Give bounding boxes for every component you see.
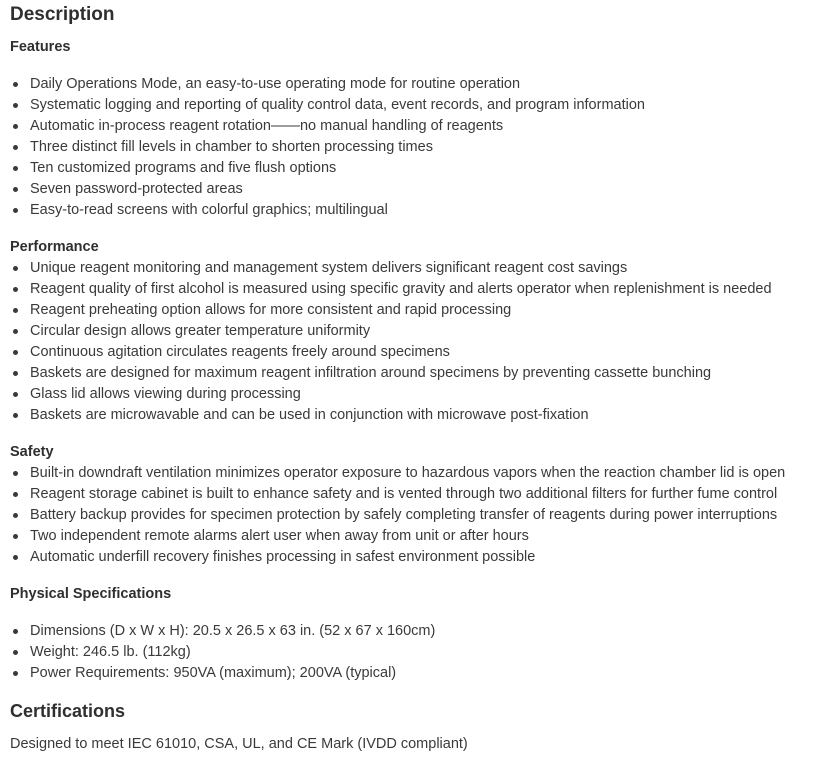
certifications-title: Certifications (10, 701, 126, 721)
list-item: Three distinct fill levels in chamber to shorten processing times (10, 137, 814, 158)
list-item: Easy-to-read screens with colorful graphics; multilingual (10, 200, 814, 221)
safety-heading: Safety (10, 444, 54, 460)
list-item: Seven password-protected areas (10, 179, 814, 200)
list-item: Daily Operations Mode, an easy-to-use operating mode for routine operation (10, 74, 814, 95)
list-item: Unique reagent monitoring and management system delivers significant reagent cost savings (10, 258, 814, 279)
certifications-text: Designed to meet IEC 61010, CSA, UL, and CE Mark (IVDD compliant) (10, 736, 468, 752)
list-item: Reagent quality of first alcohol is measured using specific gravity and alerts operator when replenishment is needed (10, 279, 814, 300)
physical-specs-heading: Physical Specifications (10, 586, 172, 602)
list-item: Two independent remote alarms alert user when away from unit or after hours (10, 526, 814, 547)
list-item: Automatic in-process reagent rotation——no manual handling of reagents (10, 116, 814, 137)
performance-list (10, 258, 814, 426)
list-item: Reagent storage cabinet is built to enhance safety and is vented through two additional filters for further fume control (10, 484, 814, 505)
list-item: Dimensions (D x W x H): 20.5 x 26.5 x 63 in. (52 x 67 x 160cm) (10, 621, 814, 642)
list-item: Circular design allows greater temperature uniformity (10, 321, 814, 342)
list-item: Ten customized programs and five flush options (10, 158, 814, 179)
list-item: Reagent preheating option allows for more consistent and rapid processing (10, 300, 814, 321)
description-title: Description (10, 4, 115, 25)
list-item: Continuous agitation circulates reagents freely around specimens (10, 342, 814, 363)
performance-heading: Performance (10, 239, 99, 255)
list-item: Built-in downdraft ventilation minimizes operator exposure to hazardous vapors when the reaction chamber lid is open (10, 463, 814, 484)
list-item: Battery backup provides for specimen protection by safely completing transfer of reagents during power interruptions (10, 505, 814, 526)
features-list (10, 74, 814, 221)
safety-list (10, 463, 814, 568)
features-heading: Features (10, 39, 71, 55)
list-item: Power Requirements: 950VA (maximum); 200VA (typical) (10, 663, 814, 684)
list-item: Baskets are microwavable and can be used in conjunction with microwave post-fixation (10, 405, 814, 426)
list-item: Systematic logging and reporting of quality control data, event records, and program information (10, 95, 814, 116)
list-item: Baskets are designed for maximum reagent infiltration around specimens by preventing cassette bunching (10, 363, 814, 384)
list-item: Glass lid allows viewing during processing (10, 384, 814, 405)
physical-specs-list (10, 621, 814, 684)
list-item: Weight: 246.5 lb. (112kg) (10, 642, 814, 663)
list-item: Automatic underfill recovery finishes processing in safest environment possible (10, 547, 814, 568)
